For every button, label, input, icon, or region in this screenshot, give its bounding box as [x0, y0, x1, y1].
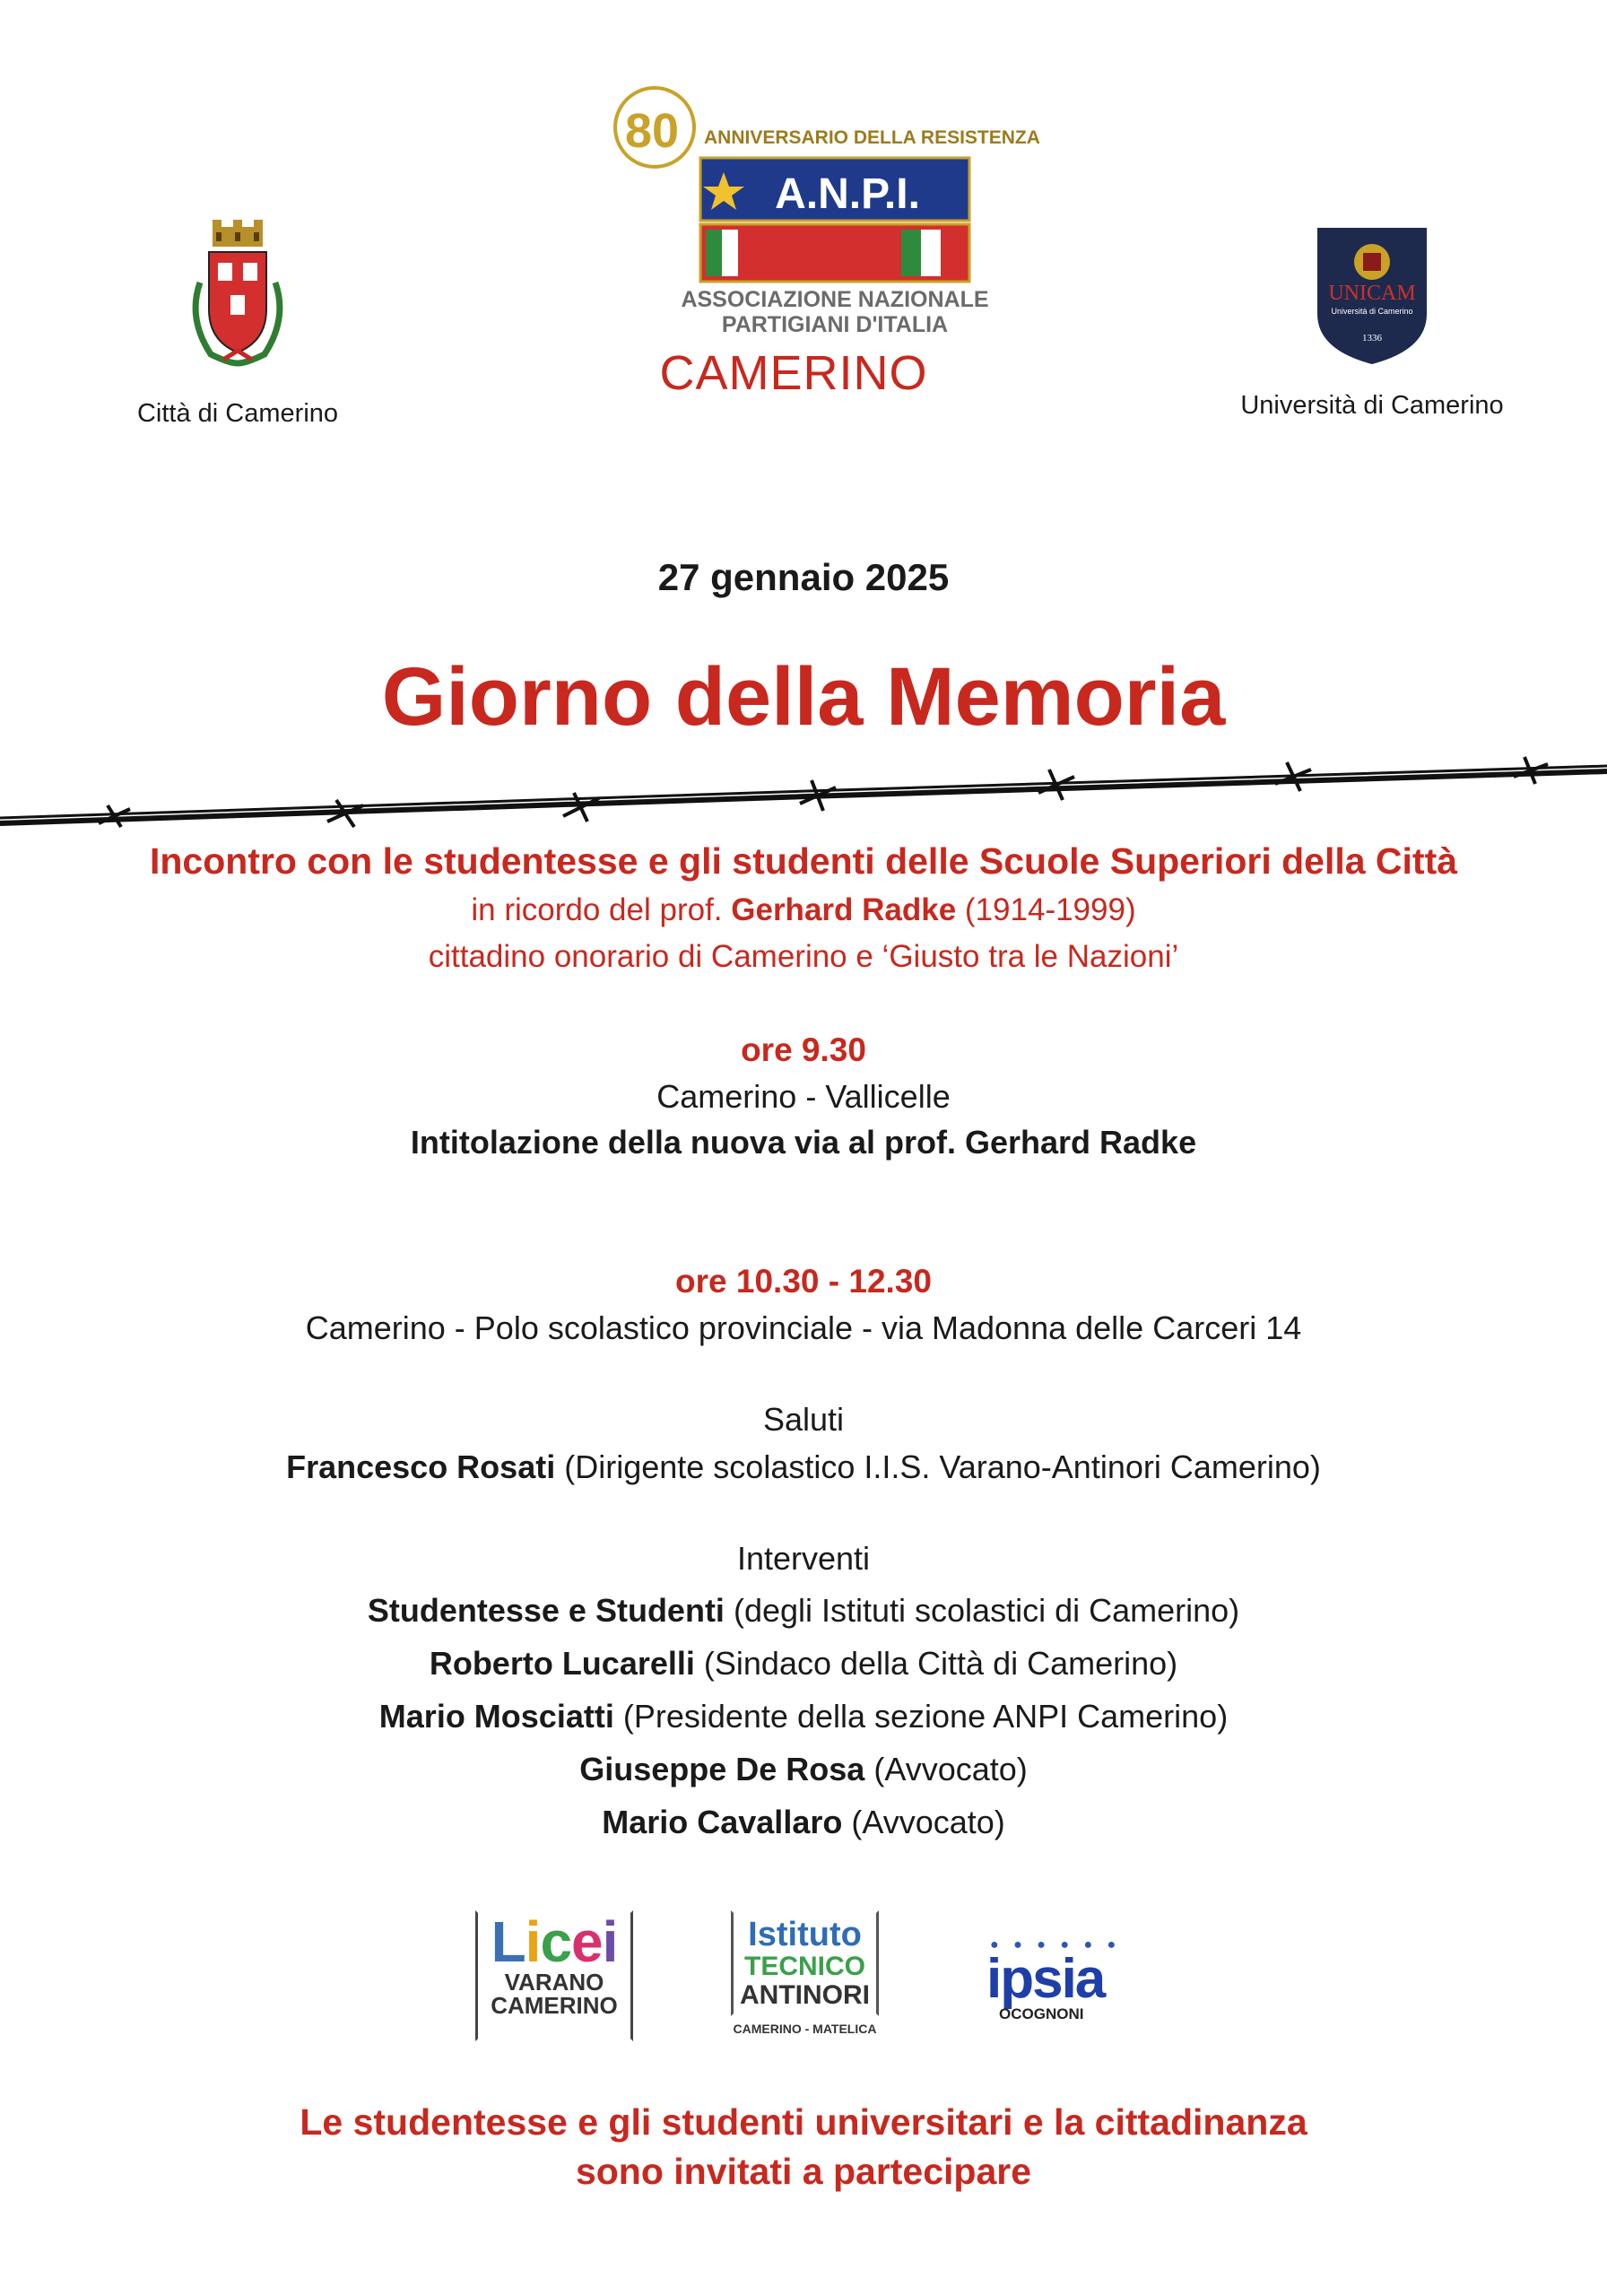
memory-prefix: in ricordo del prof. [471, 892, 723, 927]
speaker-name: Studentesse e Studenti [367, 1592, 725, 1629]
barbed-wire-divider [0, 744, 1607, 834]
greetings-heading: Saluti [762, 1401, 845, 1438]
ipsia-dots-icon: ● ● ● ● ● ● [990, 1937, 1122, 1952]
unicam-name: UNICAM [1328, 282, 1416, 305]
anpi-anniversary-text: ANNIVERSARIO DELLA RESISTENZA [704, 127, 1040, 148]
unicam-logo-block [1215, 224, 1529, 421]
memory-years: (1914-1999) [964, 892, 1136, 927]
greetings-name: Francesco Rosati [286, 1448, 556, 1485]
speaker-row [0, 1804, 1607, 1841]
unicam-caption: Università di Camerino [1240, 391, 1504, 420]
session2-time: ore 10.30 - 12.30 [675, 1263, 932, 1300]
speaker-role: (degli Istituti scolastici di Camerino) [733, 1592, 1240, 1629]
speeches-heading: Interventi [736, 1540, 871, 1577]
event-date: 27 gennaio 2025 [657, 556, 950, 598]
unicam-shield-icon [1314, 224, 1430, 368]
anpi-name-line2: PARTIGIANI D'ITALIA [721, 312, 949, 337]
anpi-acronym-text: A.N.P.I. [775, 170, 920, 218]
session1-time: ore 9.30 [741, 1031, 866, 1068]
speaker-role: (Avvocato) [851, 1804, 1005, 1840]
camerino-coat-of-arms-icon [184, 220, 291, 372]
ipsia-logo [986, 1937, 1121, 2023]
speaker-name: Roberto Lucarelli [429, 1645, 695, 1682]
speaker-row [0, 1645, 1607, 1683]
speaker-name: Giuseppe De Rosa [579, 1751, 865, 1787]
itt-line2: TECNICO [744, 1952, 865, 1981]
greetings-row [0, 1448, 1607, 1486]
speaker-name: Mario Mosciatti [378, 1698, 614, 1735]
page-title: Giorno della Memoria [381, 651, 1226, 743]
itt-line3: ANTINORI [740, 1980, 870, 2010]
speaker-role: (Presidente della sezione ANPI Camerino) [622, 1698, 1229, 1735]
ipsia-sub: OCOGNONI [999, 2005, 1084, 2022]
comune-caption: Città di Camerino [136, 399, 339, 428]
anpi-name-line1: ASSOCIAZIONE NAZIONALE [681, 287, 989, 312]
anpi-logo-block [583, 83, 1040, 401]
licei-varano-logo: Licei VARANO CAMERINO [475, 1910, 633, 2041]
speaker-row [0, 1751, 1607, 1788]
anpi-80-text: 80 [624, 104, 680, 158]
itt-line1: Istituto [748, 1916, 862, 1953]
licei-line1: VARANO [504, 1969, 604, 1996]
unicam-year: 1336 [1362, 333, 1382, 344]
licei-line2: CAMERINO [491, 1992, 618, 2019]
speaker-role: (Sindaco della Città di Camerino) [703, 1645, 1178, 1682]
invite-line-2: sono invitati a partecipare [575, 2151, 1032, 2192]
istituto-tecnico-antinori-logo [731, 1910, 879, 2036]
itt-line4: CAMERINO - MATELICA [733, 2022, 877, 2036]
speaker-role: (Avvocato) [873, 1751, 1028, 1787]
speaker-name: Mario Cavallaro [602, 1804, 843, 1840]
memory-name: Gerhard Radke [731, 892, 957, 927]
unicam-sub: Università di Camerino [1331, 307, 1413, 316]
invite-line-1: Le studentesse e gli studenti universitari e la cittadinanza [300, 2101, 1307, 2143]
memory-line [0, 892, 1607, 928]
anpi-city: CAMERINO [659, 346, 928, 400]
session1-place: Camerino - Vallicelle [656, 1078, 951, 1115]
memory-line-2: cittadino onorario di Camerino e ‘Giusto tra le Nazioni’ [428, 939, 1179, 974]
greetings-role: (Dirigente scolastico I.I.S. Varano-Antinori Camerino) [564, 1448, 1321, 1485]
speaker-row [0, 1698, 1607, 1735]
anpi-logo-icon [605, 83, 1040, 337]
session1-event: Intitolazione della nuova via al prof. Gerhard Radke [410, 1124, 1197, 1161]
comune-logo-block [135, 220, 341, 429]
session2-place: Camerino - Polo scolastico provinciale - via Madonna delle Carceri 14 [305, 1309, 1302, 1346]
speaker-row [0, 1592, 1607, 1630]
school-logos [475, 1910, 1130, 2045]
event-subtitle: Incontro con le studentesse e gli studenti delle Scuole Superiori della Città [149, 840, 1458, 882]
ipsia-word: ipsia [986, 1948, 1105, 2010]
